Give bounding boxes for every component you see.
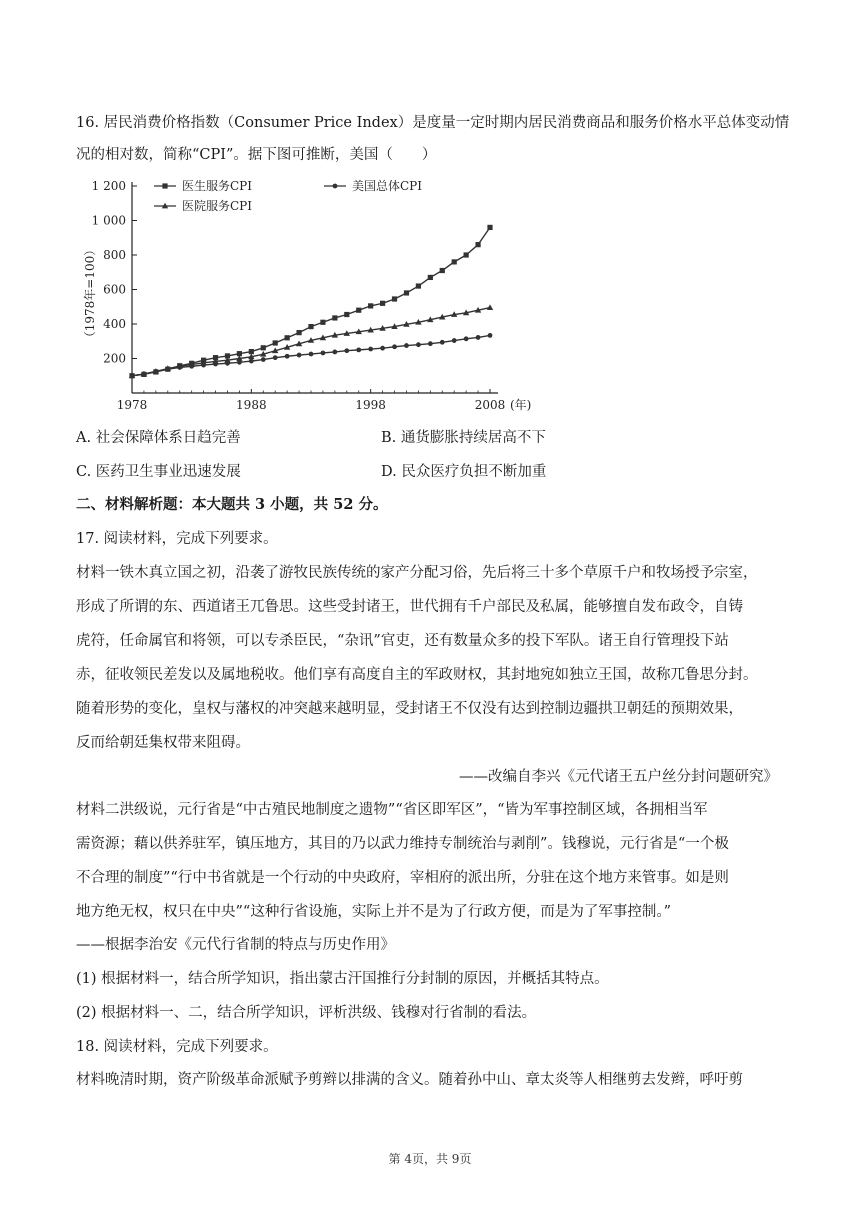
- option-c[interactable]: C. 医药卫生事业迅速发展: [76, 464, 241, 480]
- data-point: [261, 357, 266, 362]
- data-point: [344, 348, 349, 353]
- data-point: [332, 350, 337, 355]
- data-point: [404, 290, 409, 295]
- y-tick-label: 800: [103, 248, 126, 262]
- legend-label: 美国总体CPI: [352, 179, 422, 193]
- data-point: [416, 283, 421, 288]
- data-point: [452, 338, 457, 343]
- data-point: [464, 336, 469, 341]
- x-tick-label: 1978: [116, 398, 148, 412]
- chart-series: [129, 225, 493, 379]
- q17-material2-line1: 材料二洪级说，元行省是“中古殖民地制度之遗物”“省区即军区”，“皆为军事控制区域，各拥相当军: [76, 802, 708, 818]
- legend-item: [154, 178, 252, 193]
- q17-material2-line2: 需资源；藉以供养驻军，镇压地方，其目的乃以武力维持专制统治与剥削”。钱穆说，元行省是“一个极: [76, 836, 729, 852]
- data-point: [308, 324, 313, 329]
- data-point: [332, 315, 337, 320]
- data-point: [452, 259, 457, 264]
- data-point: [380, 346, 385, 351]
- q17-material2-source: ——根据李治安《元代行省制的特点与历史作用》: [76, 937, 395, 953]
- section2-title: 二、材料解析题：本大题共 3 小题，共 52 分。: [76, 496, 388, 513]
- cpi-line-chart: [76, 172, 546, 420]
- q17-title: 17. 阅读材料，完成下列要求。: [76, 531, 278, 547]
- data-point: [380, 301, 385, 306]
- data-point: [475, 242, 480, 247]
- q16-stem-line2: 况的相对数，简称“CPI”。据下图可推断，美国（ ）: [76, 147, 437, 163]
- q17-material1-line5: 随着形势的变化，皇权与藩权的冲突越来越明显，受封诸王不仅没有达到控制边疆拱卫朝廷的预期效果，: [76, 701, 743, 717]
- legend-marker: [333, 184, 338, 189]
- q17-material1-line6: 反而给朝廷集权带来阻碍。: [76, 735, 250, 751]
- x-tick-label: 1988: [236, 398, 267, 412]
- q17-material1-line1: 材料一铁木真立国之初，沿袭了游牧民族传统的家产分配习俗，先后将三十多个草原千户和牧场授予宗室，: [76, 565, 758, 581]
- q17-requirement2: (2) 根据材料一、二，结合所学知识，评析洪级、钱穆对行省制的看法。: [76, 1005, 537, 1021]
- data-point: [356, 347, 361, 352]
- y-tick-label: 1 200: [91, 179, 126, 193]
- data-point: [368, 347, 373, 352]
- data-point: [309, 352, 314, 357]
- q18-title: 18. 阅读材料，完成下列要求。: [76, 1039, 278, 1055]
- data-point: [273, 355, 278, 360]
- data-point: [344, 312, 349, 317]
- y-tick-label: 1 000: [91, 213, 126, 228]
- data-point: [249, 349, 254, 354]
- q17-material1-source: ——改编自李兴《元代诸王五户丝分封问题研究》: [459, 769, 778, 785]
- data-point: [392, 344, 397, 349]
- x-tick-label: 2008: [474, 398, 506, 412]
- data-point: [249, 359, 254, 364]
- data-point: [273, 340, 278, 345]
- data-point: [320, 320, 325, 325]
- data-point: [488, 333, 493, 338]
- data-point: [321, 351, 326, 356]
- q17-material2-line4: 地方绝无权，权只在中央”“这种行省设施，实际上并不是为了行政方便，而是为了军事控制。”: [76, 904, 671, 920]
- q18-material-line1: 材料晚清时期，资产阶级革命派赋予剪辫以排满的含义。随着孙中山、章太炎等人相继剪去发辫，呼吁剪: [76, 1072, 743, 1088]
- q17-material2-line3: 不合理的制度”“行中书省就是一个行动的中央政府，宰相府的派出所，分驻在这个地方来管事。如是则: [76, 870, 729, 886]
- data-point: [428, 341, 433, 346]
- data-point: [487, 225, 492, 230]
- legend-label: 医院服务CPI: [182, 199, 252, 213]
- data-point: [404, 343, 409, 348]
- chart-axes: [82, 179, 531, 412]
- data-point: [440, 340, 445, 345]
- data-point: [285, 354, 290, 359]
- x-axis-label: (年): [510, 398, 532, 412]
- data-point: [476, 335, 481, 340]
- q17-requirement1: (1) 根据材料一，结合所学知识，指出蒙古汗国推行分封制的原因，并概括其特点。: [76, 971, 609, 987]
- option-a[interactable]: A. 社会保障体系日趋完善: [76, 430, 241, 446]
- data-point: [261, 345, 266, 350]
- data-point: [464, 252, 469, 257]
- data-point: [356, 308, 361, 313]
- data-point: [296, 330, 301, 335]
- q17-material1-line4: 赤，征收领民差发以及属地税收。他们享有高度自主的军政财权，其封地宛如独立王国，故称兀鲁思分封。: [76, 667, 758, 683]
- x-tick-label: 1998: [355, 398, 386, 412]
- legend-label: 医生服务CPI: [182, 179, 252, 193]
- option-d[interactable]: D. 民众医疗负担不断加重: [381, 464, 547, 480]
- q17-material1-line3: 虎符，任命属官和将领，可以专杀臣民，“杂讯”官吏，还有数量众多的投下军队。诸王自行管理投下站: [76, 633, 729, 649]
- y-tick-label: 400: [103, 317, 126, 331]
- legend-item: [154, 199, 252, 213]
- y-tick-label: 200: [103, 351, 126, 366]
- data-point: [416, 342, 421, 347]
- data-point: [428, 275, 433, 280]
- q16-stem-line1: 16. 居民消费价格指数（Consumer Price Index）是度量一定时期内居民消费商品和服务价格水平总体变动情: [76, 115, 790, 131]
- legend-item: [324, 178, 422, 193]
- legend-marker: [162, 183, 167, 188]
- y-axis-label: （1978年=100）: [83, 243, 97, 344]
- data-point: [392, 296, 397, 301]
- page-footer: 第 4页，共 9页: [388, 1152, 472, 1166]
- chart-legend: [154, 178, 422, 213]
- data-point: [487, 304, 493, 310]
- q17-material1-line2: 形成了所谓的东、西道诸王兀鲁思。这些受封诸王，世代拥有千户部民及私属，能够擅自发布政令，自铸: [76, 599, 743, 615]
- data-point: [440, 268, 445, 273]
- data-point: [368, 303, 373, 308]
- option-b[interactable]: B. 通货膨胀持续居高不下: [381, 430, 546, 446]
- y-tick-label: 600: [103, 282, 126, 297]
- data-point: [285, 335, 290, 340]
- data-point: [297, 353, 302, 358]
